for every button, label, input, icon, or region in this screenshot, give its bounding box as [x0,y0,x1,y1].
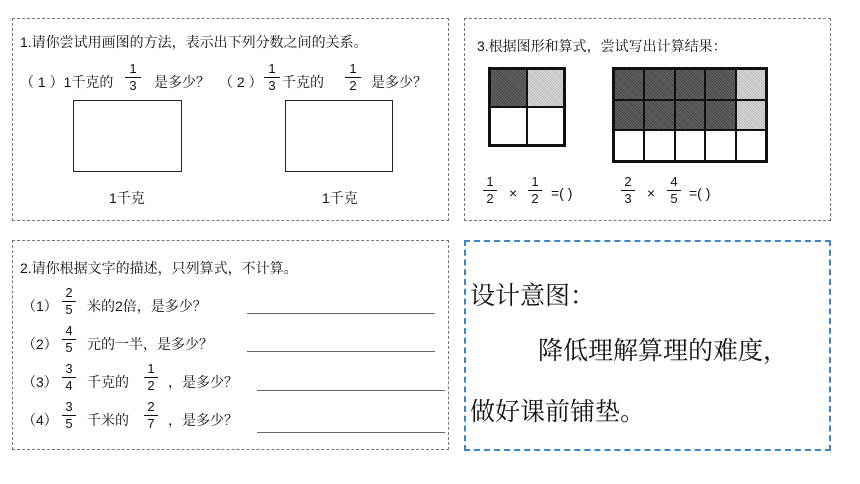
eq2-operator: × [647,185,656,201]
q1-fraction [125,62,141,93]
fraction-numerator: 1 [147,361,155,376]
row2-fraction [62,324,76,355]
fraction-numerator: 2 [65,285,73,300]
row1-prefix: （1） [22,298,58,314]
panel2-title: 2.请你根据文字的描述，只列算式，不计算。 [20,260,298,276]
q2-mid: 千克的 [282,74,324,90]
fraction-numerator: 4 [65,323,73,338]
row3-prefix: （3） [22,374,58,390]
row4-suffix: ，是多少？ [168,412,238,428]
row3-fraction-2 [144,362,158,393]
fraction-denominator: 3 [268,78,276,93]
fraction-denominator: 5 [670,191,678,206]
fraction-denominator: 4 [65,378,73,393]
row2-answer-line[interactable] [247,351,435,352]
grid-figure-two-thirds-by-four-fifths [612,67,768,163]
q1-suffix: 是多少？ [154,74,210,90]
row3-fraction-1 [62,362,76,393]
fraction-denominator: 5 [65,302,73,317]
box2-label: 1千克 [322,190,358,206]
panel-design-intent [464,240,831,451]
eq1-fraction-b [528,175,542,206]
row4-text: 千米的 [87,412,129,428]
fraction-numerator: 3 [65,399,73,414]
fraction-numerator: 1 [268,61,276,76]
eq1-operator: × [509,185,518,201]
row4-prefix: （4） [22,412,58,428]
box1-label: 1千克 [109,190,145,206]
row1-text: 米的2倍，是多少？ [87,298,207,314]
row3-suffix: ，是多少？ [168,374,238,390]
fraction-numerator: 2 [147,399,155,414]
row1-fraction [62,286,76,317]
fraction-numerator: 3 [65,361,73,376]
fraction-numerator: 1 [349,61,357,76]
fraction-numerator: 1 [486,174,494,189]
fraction-denominator: 5 [65,416,73,431]
design-intent-line-3: 做好课前铺垫。 [470,397,646,426]
row3-answer-line[interactable] [257,390,445,391]
fraction-numerator: 1 [531,174,539,189]
row4-fraction-1 [62,400,76,431]
row3-text: 千克的 [87,374,129,390]
eq1-fraction-a [483,175,497,206]
q1-prefix: （ 1 ）1千克的 [20,74,114,90]
fraction-denominator: 3 [129,78,137,93]
row4-fraction-2 [144,400,158,431]
fraction-numerator: 2 [624,174,632,189]
fraction-numerator: 4 [670,174,678,189]
fraction-denominator: 2 [147,378,155,393]
drawing-box-2[interactable] [285,100,393,172]
eq1-answer-blank[interactable]: =( ) [551,185,573,201]
design-intent-line-2: 降低理解算理的难度， [538,336,789,365]
fraction-denominator: 2 [486,191,494,206]
q2-suffix: 是多少？ [371,74,427,90]
q2-fraction-2 [345,62,361,93]
q2-prefix: （ 2 ） [219,74,263,90]
row1-answer-line[interactable] [247,313,435,314]
row2-prefix: （2） [22,336,58,352]
panel-draw-fractions [12,18,449,221]
fraction-numerator: 1 [129,61,137,76]
drawing-box-1[interactable] [73,100,182,172]
row2-text: 元的一半，是多少？ [87,336,213,352]
panel1-title: 1.请你尝试用画图的方法，表示出下列分数之间的关系。 [20,34,368,50]
grid-figure-half-by-half [488,67,566,147]
q2-fraction-1 [264,62,280,93]
fraction-denominator: 2 [349,78,357,93]
fraction-denominator: 7 [147,416,155,431]
fraction-denominator: 2 [531,191,539,206]
panel-compute-from-figure [464,18,831,221]
eq2-answer-blank[interactable]: =( ) [689,185,711,201]
eq2-fraction-b [667,175,681,206]
fraction-denominator: 5 [65,340,73,355]
fraction-denominator: 3 [624,191,632,206]
panel-write-expressions [12,240,449,450]
row4-answer-line[interactable] [257,432,445,433]
eq2-fraction-a [621,175,635,206]
design-intent-heading: 设计意图： [470,281,596,310]
panel3-title: 3.根据图形和算式，尝试写出计算结果： [477,38,727,54]
